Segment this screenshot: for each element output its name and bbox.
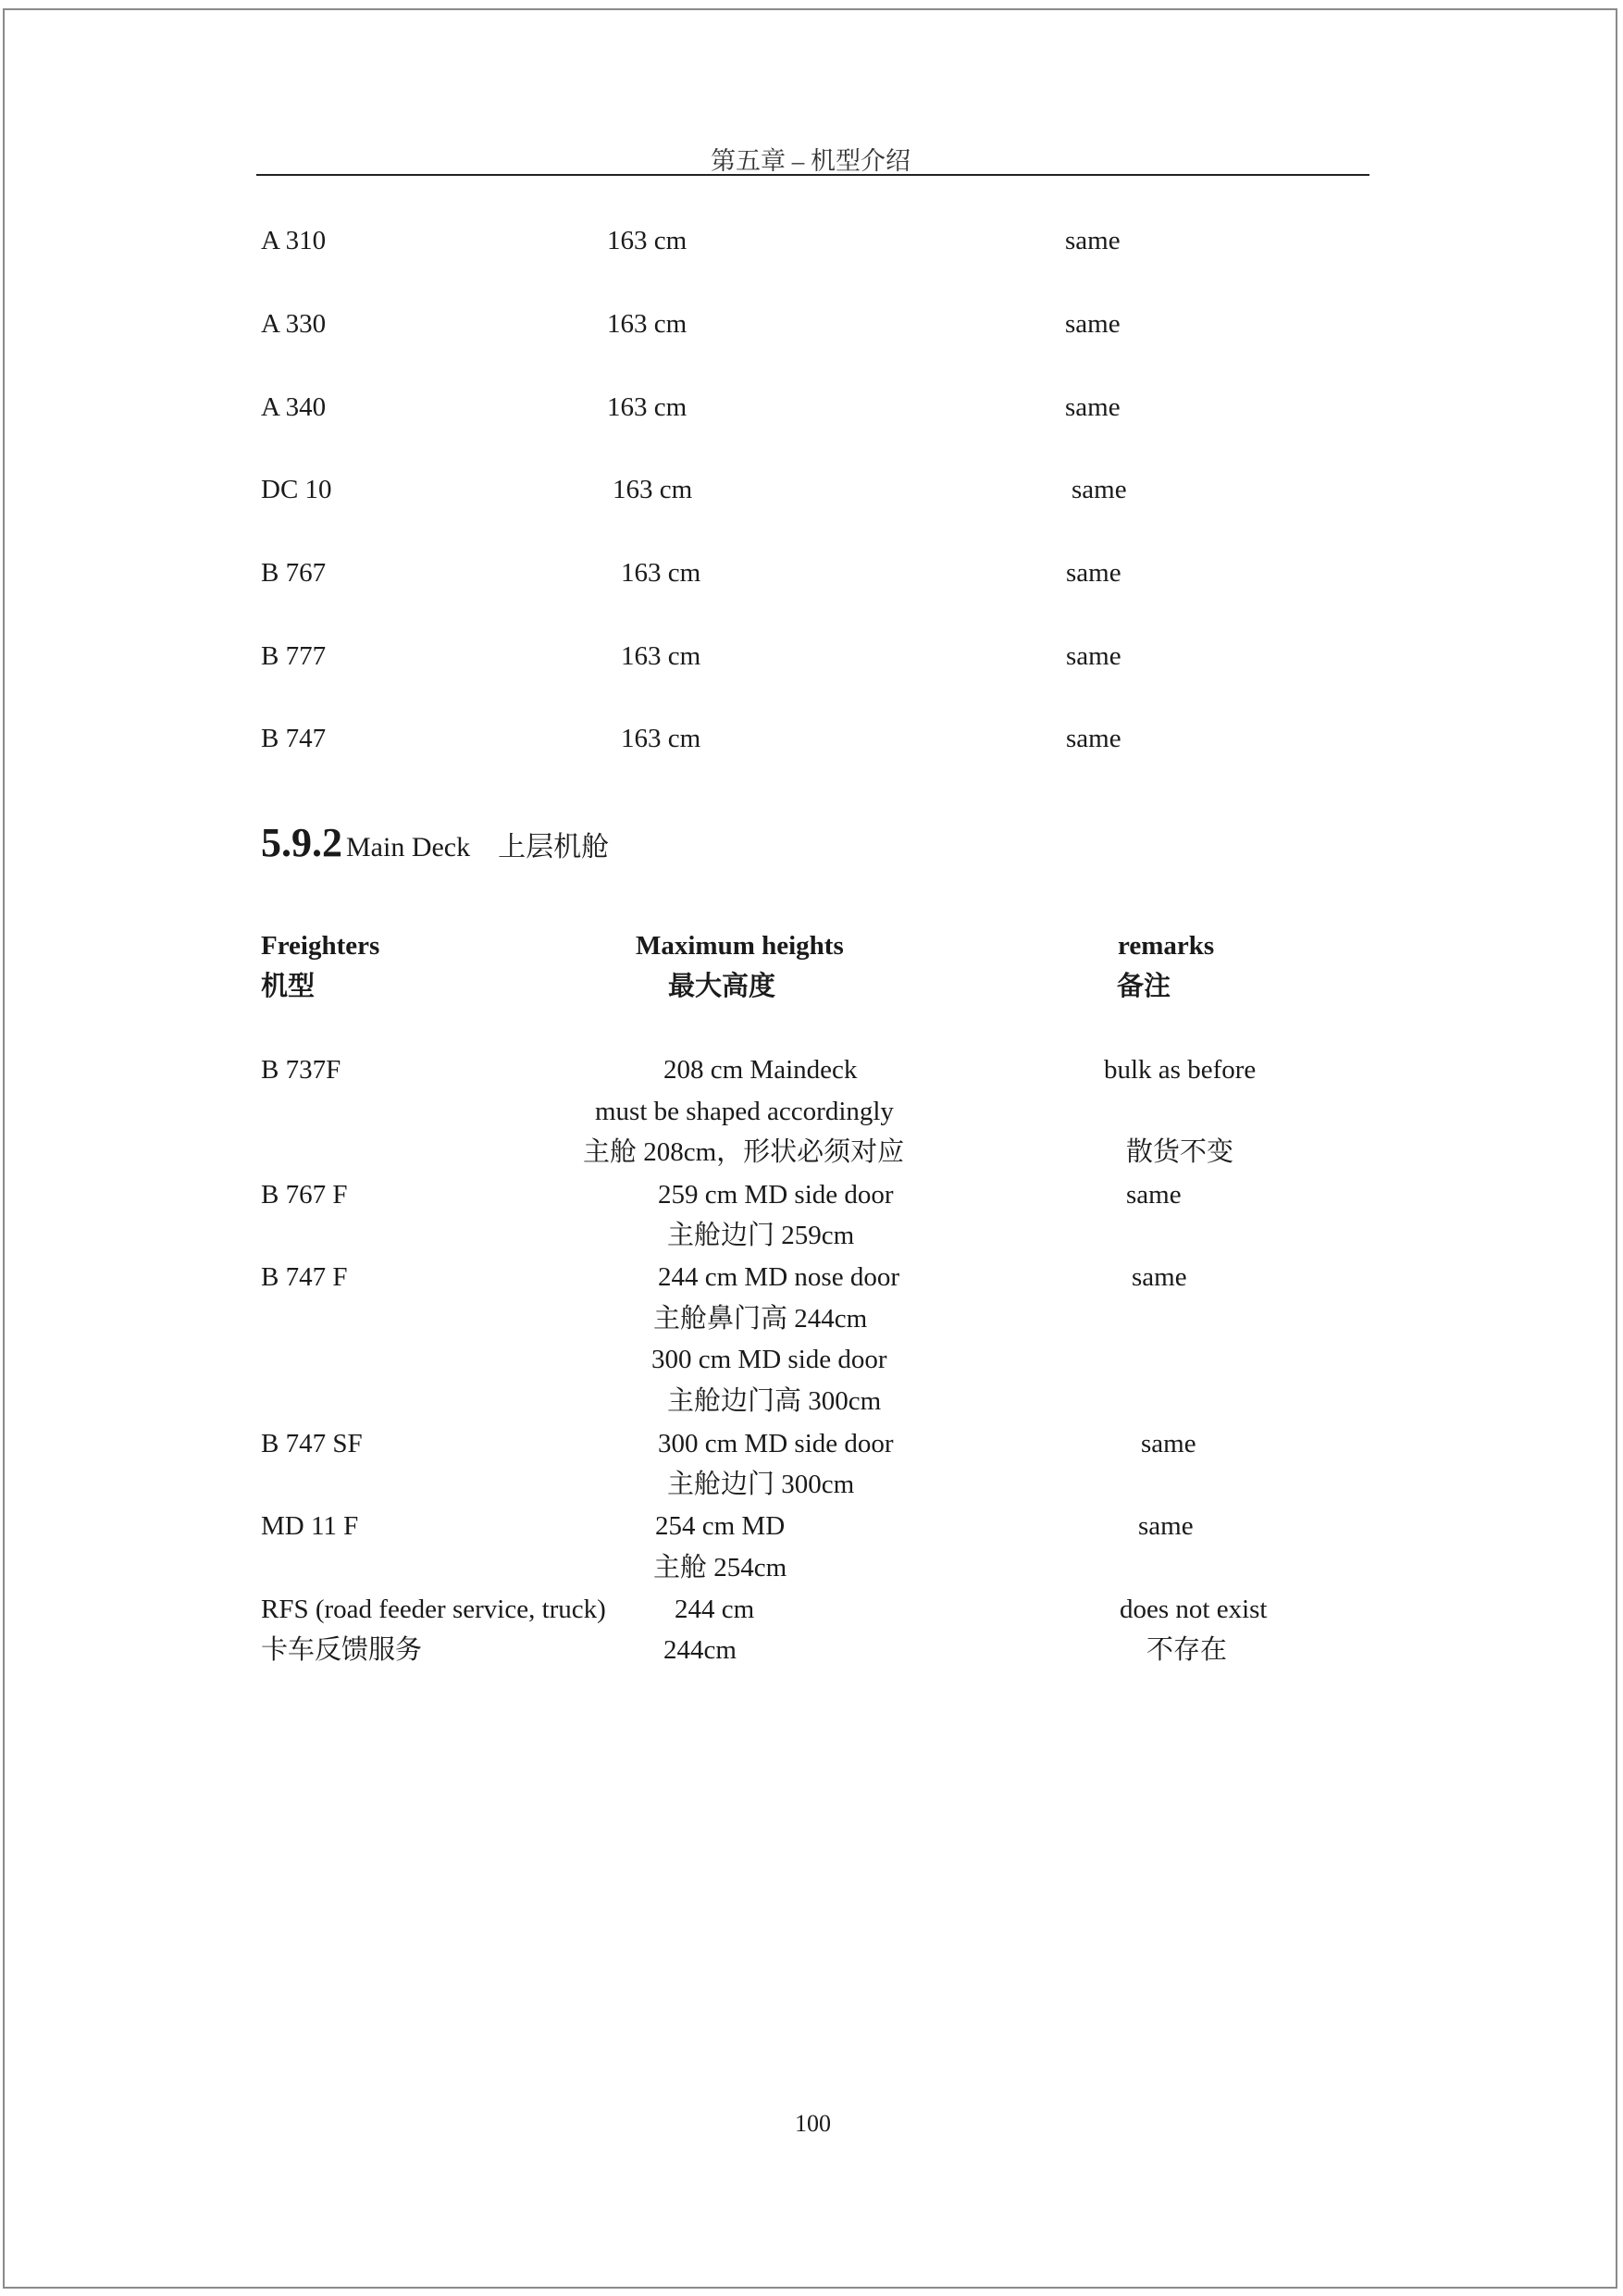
header-remarks-cn: 备注 [1117, 972, 1171, 1001]
remark-cell: same [1065, 226, 1121, 255]
aircraft-cell: B 737F [261, 1055, 341, 1085]
height-line: 244cm [663, 1635, 737, 1665]
aircraft-cell: B 747 SF [261, 1429, 363, 1458]
chapter-header: 第五章 – 机型介绍 [711, 147, 911, 175]
height-cell: 163 cm [621, 558, 701, 588]
height-cell: 163 cm [607, 309, 688, 339]
height-line: 208 cm Maindeck [663, 1055, 858, 1085]
height-line: 主舱边门高 300cm [667, 1386, 882, 1416]
aircraft-cell: B 767 F [261, 1180, 348, 1210]
remark-line: same [1132, 1262, 1187, 1292]
header-freighters-cn: 机型 [261, 972, 316, 1001]
aircraft-cell: DC 10 [261, 475, 332, 504]
aircraft-cell: B 777 [261, 641, 327, 671]
height-cell: 163 cm [621, 724, 701, 753]
section-title: Main Deck [346, 832, 471, 863]
header-freighters: Freighters [261, 931, 380, 961]
aircraft-cell: MD 11 F [261, 1511, 359, 1541]
section-heading [261, 819, 609, 866]
height-line: 主舱 254cm [653, 1553, 787, 1582]
remark-cell: same [1066, 558, 1121, 588]
remark-cell: same [1065, 392, 1121, 422]
remark-line: same [1138, 1511, 1194, 1541]
section-number: 5.9.2 [261, 820, 342, 865]
aircraft-cell: A 310 [261, 226, 327, 255]
height-line: 300 cm MD side door [651, 1345, 887, 1374]
section-title-cn: 上层机舱 [498, 832, 610, 863]
height-line: must be shaped accordingly [595, 1097, 894, 1126]
header-remarks: remarks [1118, 931, 1215, 961]
header-max-heights: Maximum heights [636, 931, 844, 961]
height-cell: 163 cm [621, 641, 701, 671]
remark-line: 不存在 [1146, 1635, 1228, 1665]
aircraft-cell-cn: 卡车反馈服务 [261, 1635, 423, 1665]
remark-line: bulk as before [1104, 1055, 1257, 1085]
height-line: 主舱鼻门高 244cm [653, 1304, 868, 1334]
header-rule [256, 174, 1369, 176]
remark-cell: same [1072, 475, 1127, 504]
page-number: 100 [795, 2110, 831, 2137]
remark-line: same [1126, 1180, 1182, 1210]
remark-cell: same [1066, 641, 1121, 671]
aircraft-cell: B 747 [261, 724, 327, 753]
height-line: 254 cm MD [655, 1511, 786, 1541]
remark-line: same [1141, 1429, 1196, 1458]
remark-cell: same [1065, 309, 1121, 339]
height-cell: 163 cm [613, 475, 693, 504]
aircraft-cell: B 767 [261, 558, 327, 588]
aircraft-cell: RFS (road feeder service, truck) [261, 1595, 606, 1624]
aircraft-cell: A 340 [261, 392, 327, 422]
aircraft-cell: B 747 F [261, 1262, 348, 1292]
height-line: 259 cm MD side door [658, 1180, 894, 1210]
header-max-heights-cn: 最大高度 [668, 972, 776, 1001]
remark-line: 散货不变 [1126, 1137, 1234, 1167]
remark-line: does not exist [1120, 1595, 1268, 1624]
height-cell: 163 cm [607, 226, 688, 255]
height-line: 主舱边门 259cm [667, 1221, 855, 1250]
aircraft-cell: A 330 [261, 309, 327, 339]
height-cell: 163 cm [607, 392, 688, 422]
remark-cell: same [1066, 724, 1121, 753]
height-line: 主舱边门 300cm [667, 1470, 855, 1499]
height-line: 主舱 208cm，形状必须对应 [583, 1137, 905, 1167]
height-line: 244 cm [675, 1595, 755, 1624]
height-line: 300 cm MD side door [658, 1429, 894, 1458]
height-line: 244 cm MD nose door [658, 1262, 899, 1292]
